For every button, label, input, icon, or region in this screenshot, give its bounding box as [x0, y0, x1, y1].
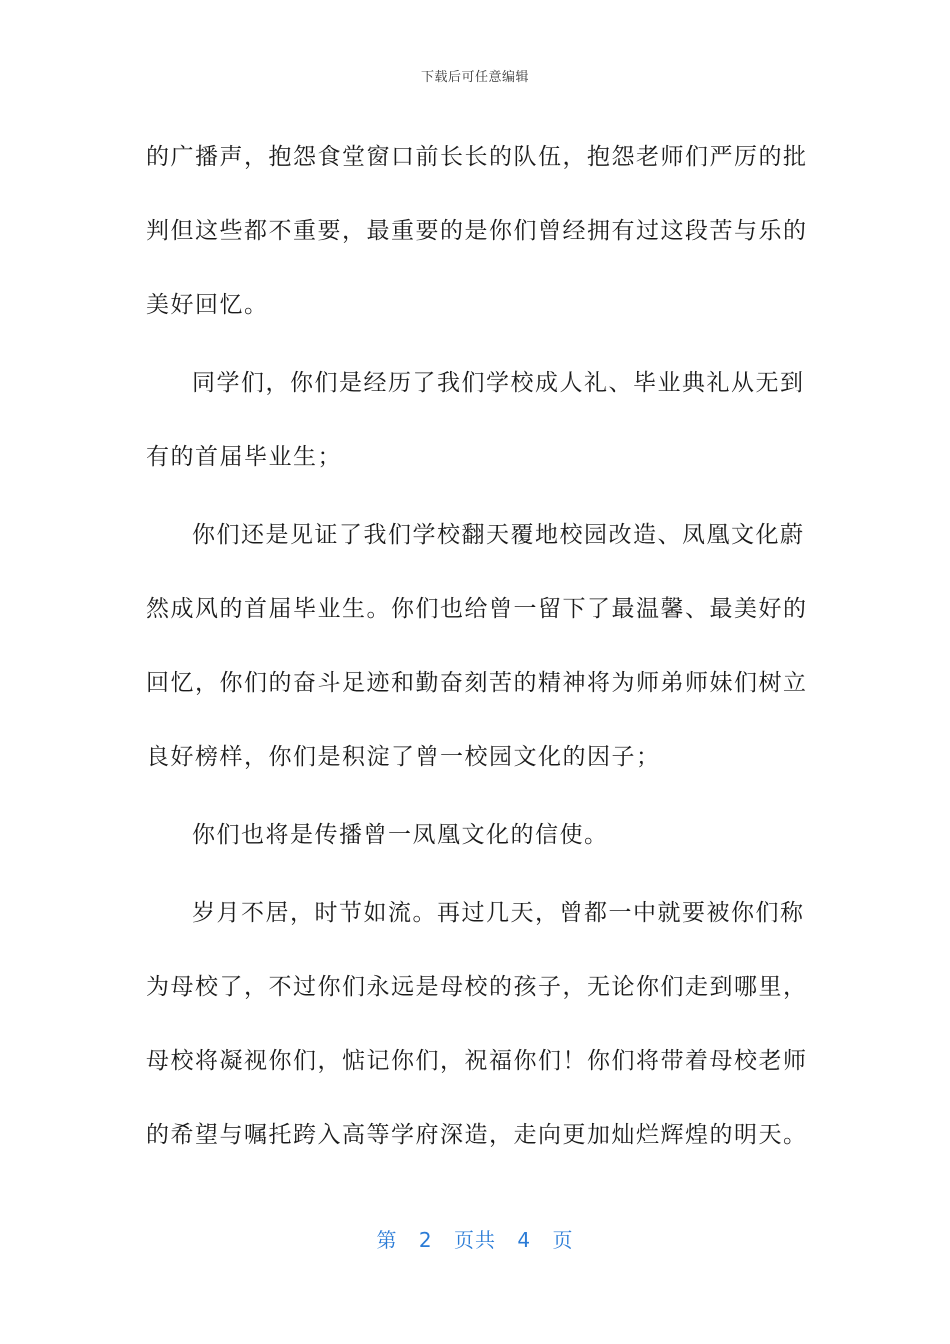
body-line: 的广播声，抱怨食堂窗口前长长的队伍，抱怨老师们严厉的批 — [146, 144, 808, 170]
page-number-footer — [0, 1224, 950, 1253]
body-line: 美好回忆。 — [146, 292, 269, 318]
body-line: 良好榜样，你们是积淀了曾一校园文化的因子； — [146, 744, 661, 770]
paragraph-first-line: 你们还是见证了我们学校翻天覆地校园改造、凤凰文化蔚 — [192, 522, 805, 548]
body-line: 母校将凝视你们，惦记你们，祝福你们！你们将带着母校老师 — [146, 1048, 808, 1074]
body-line: 回忆，你们的奋斗足迹和勤奋刻苦的精神将为师弟师妹们树立 — [146, 670, 808, 696]
body-line: 的希望与嘱托跨入高等学府深造，走向更加灿烂辉煌的明天。 — [146, 1122, 808, 1148]
footer-middle: 页共 — [454, 1228, 496, 1252]
document-body — [146, 120, 806, 1172]
body-line: 判但这些都不重要，最重要的是你们曾经拥有过这段苦与乐的 — [146, 218, 808, 244]
header-note: 下载后可任意编辑 — [420, 70, 529, 85]
current-page-number: 2 — [418, 1228, 433, 1252]
body-line: 有的首届毕业生； — [146, 444, 342, 470]
paragraph-first-line: 你们也将是传播曾一凤凰文化的信使。 — [192, 822, 609, 848]
body-line: 为母校了，不过你们永远是母校的孩子，无论你们走到哪里， — [146, 974, 808, 1000]
body-line: 然成风的首届毕业生。你们也给曾一留下了最温馨、最美好的 — [146, 596, 808, 622]
footer-prefix: 第 — [376, 1228, 398, 1252]
paragraph-first-line: 岁月不居，时节如流。再过几天，曾都一中就要被你们称 — [192, 900, 805, 926]
paragraph-first-line: 同学们，你们是经历了我们学校成人礼、毕业典礼从无到 — [192, 370, 805, 396]
footer-suffix: 页 — [552, 1228, 574, 1252]
total-page-count: 4 — [517, 1228, 532, 1252]
